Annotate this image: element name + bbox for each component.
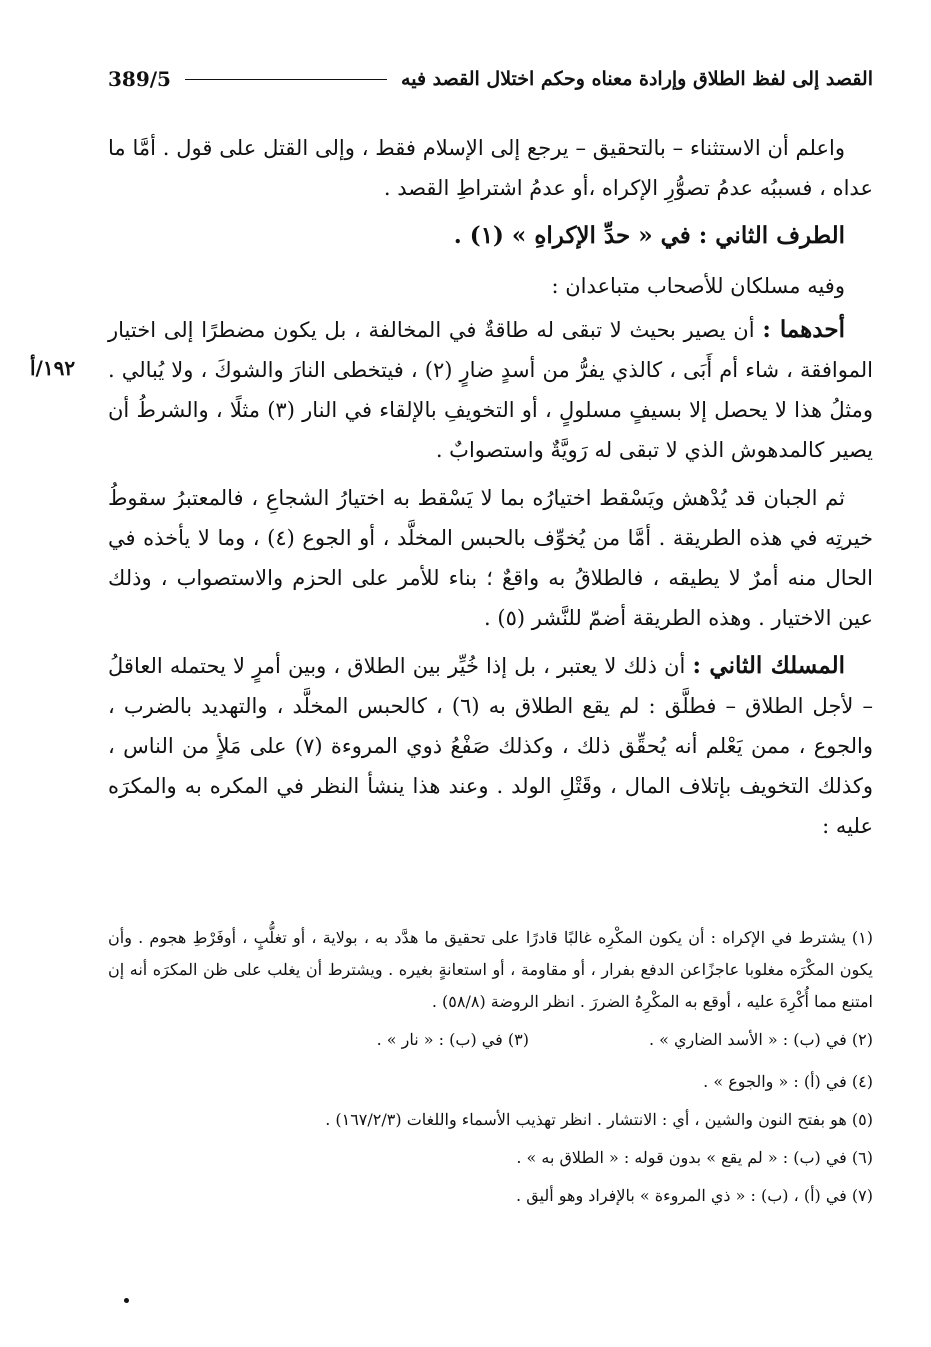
paragraph-5-lead: المسلك الثاني : — [692, 652, 845, 679]
main-text — [108, 128, 873, 854]
page-number: 389/5 — [108, 67, 171, 91]
header-title: القصد إلى لفظ الطلاق وإرادة معناه وحكم اختلال القصد فيه — [401, 68, 873, 90]
paragraph-5 — [108, 646, 873, 846]
paragraph-5-text: أن ذلك لا يعتبر ، بل إذا خُيِّر بين الطلاق ، وبين أمرٍ لا يحتمله العاقلُ – لأجل الطلاق – فطلَّق : لم يقع الطلاق به (٦) ، كالحبس المخلَّد ، والتهديد بالضرب ، والجوع ، ممن يَعْلم أنه يُحقِّق ذلك ، وكذلك صَفْعُ ذوي المروءة (٧) على مَلأٍ من الناس ، وكذلك التخويف بإتلاف المال ، وقَتْلِ الولد . وعند هذا ينشأ النظر في المكره به والمكرَه عليه : — [108, 654, 874, 838]
footnote-5: (٥) هو بفتح النون والشين ، أي : الانتشار . انظر تهذيب الأسماء واللغات (١٦٧/٢/٣) . — [325, 1110, 873, 1129]
paragraph-1: واعلم أن الاستثناء – بالتحقيق – يرجع إلى الإسلام فقط ، وإلى القتل على قول . أمَّا ما عداه ، فسببُه عدمُ تصوُّرِ الإكراه ،أو عدمُ اشتراطِ القصد . — [108, 136, 873, 200]
footnote-4: (٤) في (أ) : « والجوع » . — [703, 1072, 873, 1091]
running-header — [108, 62, 873, 96]
section-heading: الطرف الثاني : في « حدِّ الإكراهِ » (١) . — [453, 222, 845, 249]
footnote-6: (٦) في (ب) : « لم يقع » بدون قوله : « الطلاق به » . — [516, 1148, 873, 1167]
footnote-1: (١) يشترط في الإكراه : أن يكون المكْرِه غالبًا قادرًا على تحقيق ما هدَّد به ، بولاية ، أو تغلُّبٍ ، أوفَرْطِ هجوم . وأن يكون المكْرَه مغلوبا عاجزًاعن الدفع بفرار ، أو مقاومة ، أو استعانةٍ بغيره . ويشترط أن يغلب على ظن المكرَه أنه إن امتنع مما أُكْرِهَ عليه ، أوقع به المكْرِهُ الضررَ . انظر الروضة (٥٨/٨) . — [108, 928, 874, 1011]
footnotes — [108, 922, 873, 1218]
footnote-2: (٢) في (ب) : « الأسد الضاري » . — [648, 1030, 873, 1049]
paragraph-2: وفيه مسلكان للأصحاب متباعدان : — [551, 274, 845, 298]
header-rule — [185, 79, 387, 80]
paragraph-3 — [108, 310, 873, 470]
paragraph-3-text: أن يصير بحيث لا تبقى له طاقةٌ في المخالفة ، بل يكون مضطرًا إلى اختيار الموافقة ، شاء أم أَبَى ، كالذي يفرُّ من أسدٍ ضارٍ (٢) ، فيتخطى النارَ والشوكَ ، ولا يُبالي . ومثلُ هذا لا يحصل إلا بسيفٍ مسلولٍ ، أو التخويفِ بالإلقاء في النار (٣) مثلًا ، والشرطُ أن يصير كالمدهوش الذي لا تبقى له رَويَّةٌ واستصوابٌ . — [108, 318, 873, 462]
footnote-7: (٧) في (أ) ، (ب) : « ذي المروءة » بالإفراد وهو أليق . — [516, 1186, 873, 1205]
footnote-3: (٣) في (ب) : « نار » . — [376, 1030, 529, 1049]
paragraph-3-lead: أحدهما : — [762, 316, 845, 343]
paragraph-4: ثم الجبان قد يُدْهش ويَسْقط اختيارُه بما لا يَسْقط به اختيارُ الشجاعِ ، فالمعتبرُ سقوطُ خيرتِه في هذه الطريقة . أمَّا من يُخوِّف بالحبس المخلَّد ، أو الجوع (٤) ، وما لا يأخذه في الحال منه أمرٌ لا يطيقه ، فالطلاقُ به واقعٌ ؛ بناء للأمر على الحزم والاستصواب ، وذلك عين الاختيار . وهذه الطريقة أضمّ للنَّشر (٥) . — [108, 486, 874, 630]
margin-folio-note: ١٩٢/أ — [30, 356, 76, 380]
stray-dot-mark — [124, 1298, 129, 1303]
footnote-row-2-3 — [108, 1024, 873, 1056]
